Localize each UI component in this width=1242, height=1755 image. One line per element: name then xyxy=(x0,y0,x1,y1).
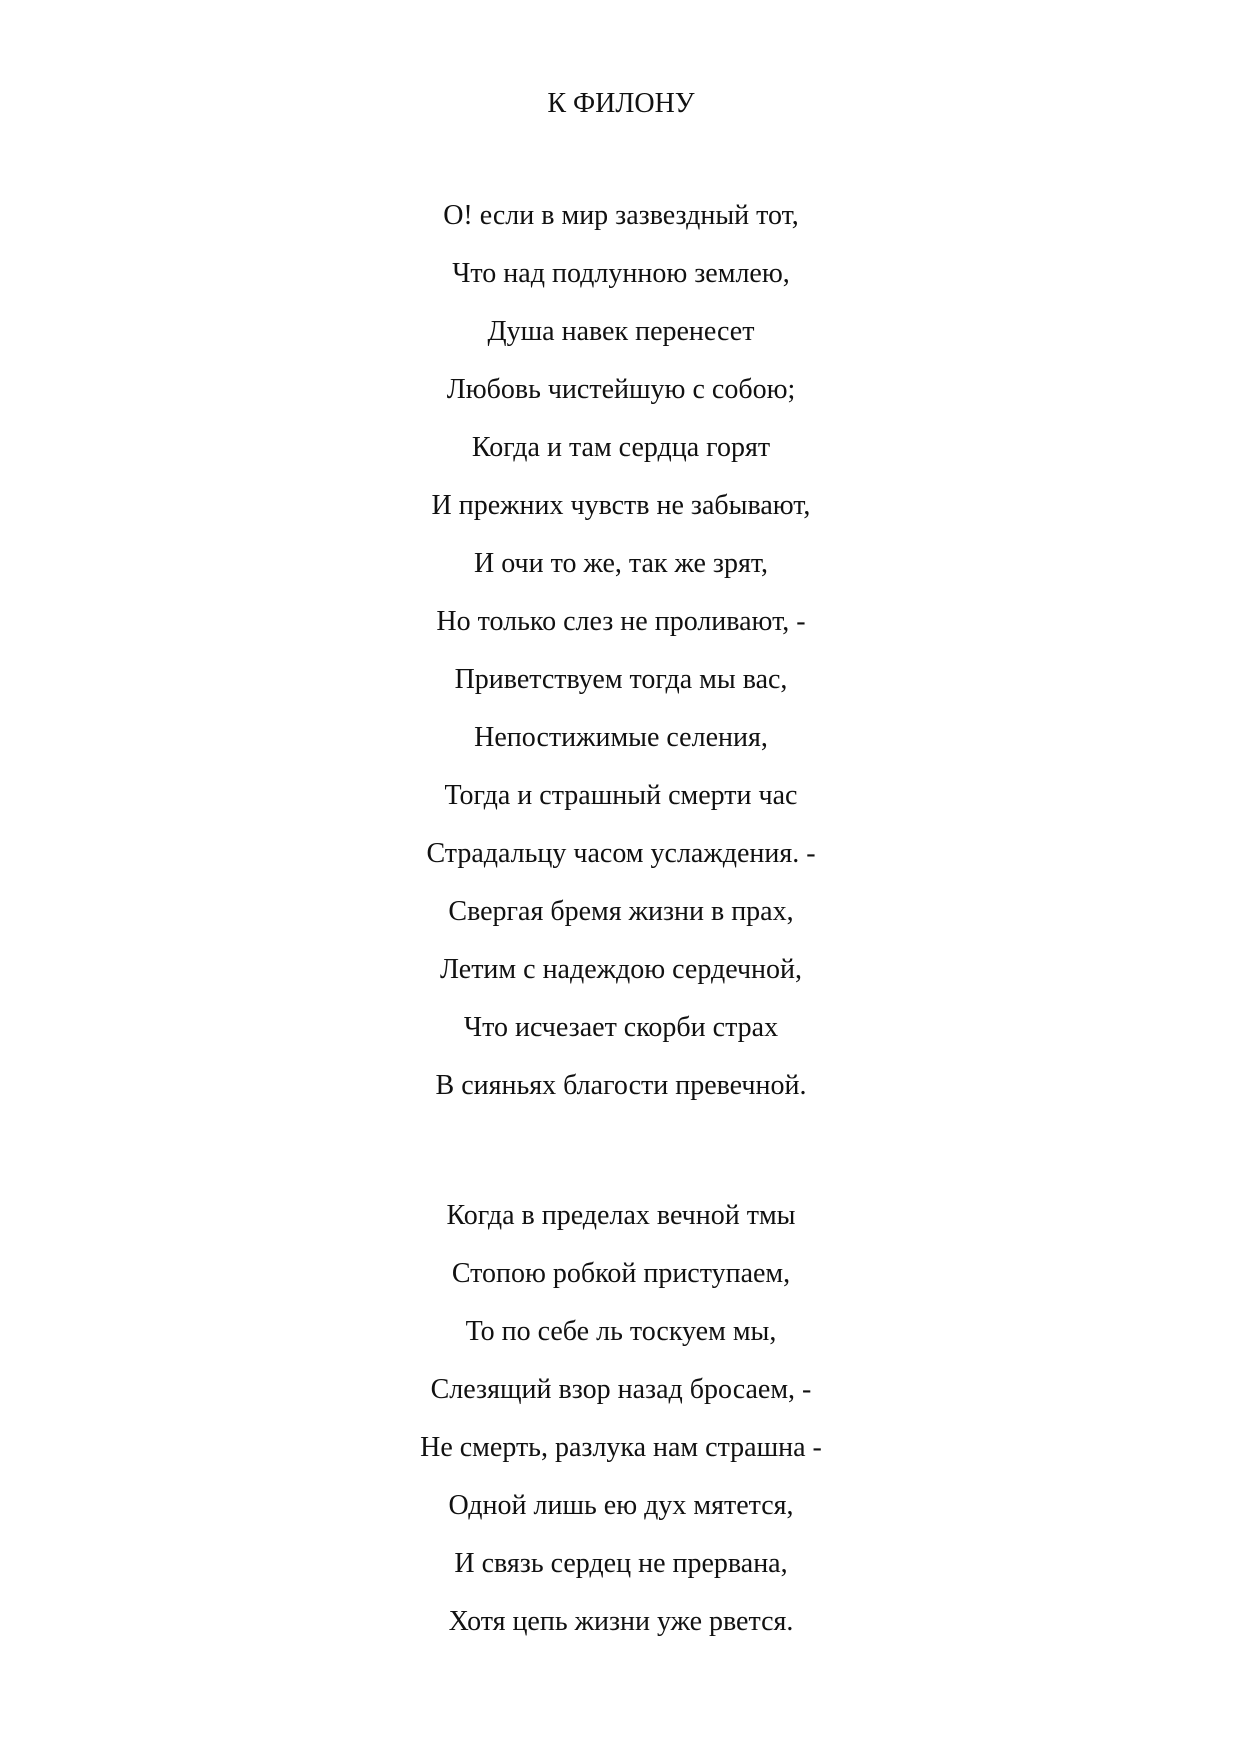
poem-line: И очи то же, так же зрят, xyxy=(474,548,768,579)
stanza-2 xyxy=(0,1196,1242,1660)
poem-title: К ФИЛОНУ xyxy=(547,88,695,119)
poem-line: Когда в пределах вечной тмы xyxy=(446,1200,796,1231)
poem-line: Любовь чистейшую с собою; xyxy=(446,374,796,405)
poem-line: Одной лишь ею дух мятется, xyxy=(448,1490,794,1521)
poem-line: Приветствуем тогда мы вас, xyxy=(454,664,788,695)
poem-line: О! если в мир зазвездный тот, xyxy=(443,200,799,231)
poem-line: Но только слез не проливают, - xyxy=(436,606,806,637)
poem-line: Летим с надеждою сердечной, xyxy=(439,954,803,985)
poem-line: И связь сердец не прервана, xyxy=(454,1548,788,1579)
poem-line: Что над подлунною землею, xyxy=(452,258,790,289)
poem-line: Стопою робкой приступаем, xyxy=(451,1258,791,1289)
poem-line: Страдальцу часом услаждения. - xyxy=(426,838,816,869)
poem-line: Слезящий взор назад бросаем, - xyxy=(430,1374,812,1405)
poem-line: В сияньях благости превечной. xyxy=(435,1070,807,1101)
poem-line: То по себе ль тоскуем мы, xyxy=(465,1316,777,1347)
poem-line: Тогда и страшный смерти час xyxy=(444,780,798,811)
poem-line: И прежних чувств не забывают, xyxy=(431,490,811,521)
poem-line: Хотя цепь жизни уже рвется. xyxy=(448,1606,794,1637)
poem-line: Когда и там сердца горят xyxy=(471,432,771,463)
poem-line: Не смерть, разлука нам страшна - xyxy=(420,1432,822,1463)
poem-line: Непостижимые селения, xyxy=(474,722,768,753)
poem-line: Душа навек перенесет xyxy=(487,316,755,347)
poem-line: Свергая бремя жизни в прах, xyxy=(448,896,794,927)
stanza-1 xyxy=(0,196,1242,1124)
poem-line: Что исчезает скорби страх xyxy=(463,1012,779,1043)
